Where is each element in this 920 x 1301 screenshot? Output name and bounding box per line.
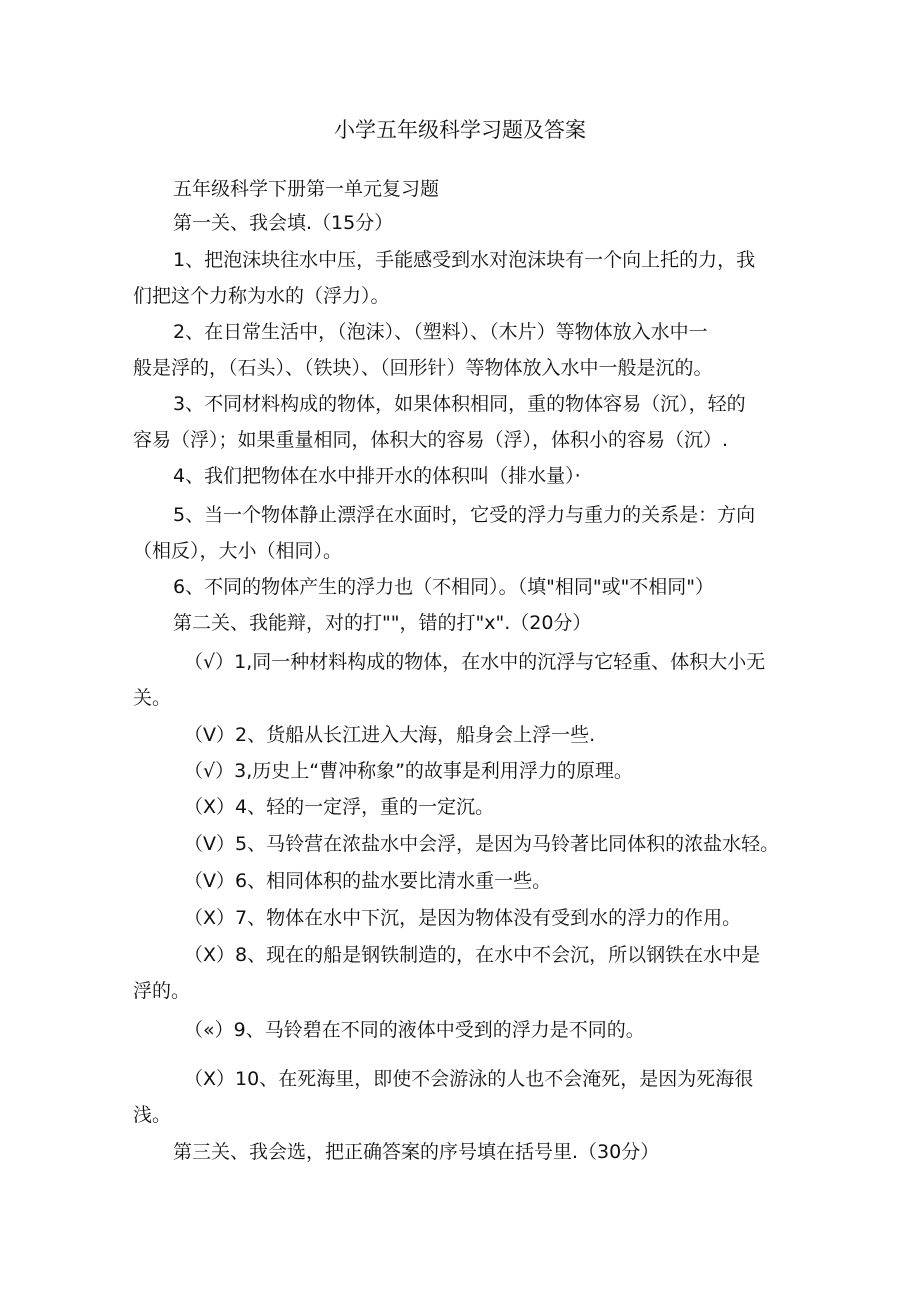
s2-q9: （«）9、马铃碧在不同的液体中受到的浮力是不同的。 bbox=[184, 1019, 645, 1041]
s2-q2: （V）2、货船从长江进入大海，船身会上浮一些. bbox=[184, 724, 596, 746]
s1-q5-line1: 5、当一个物体静止漂浮在水面时，它受的浮力与重力的关系是：方向 bbox=[173, 504, 756, 526]
section1-heading: 第一关、我会填.（15分） bbox=[173, 212, 394, 234]
s1-q2-line1: 2、在日常生活中，（泡沫）、（塑料）、（木片）等物体放入水中一 bbox=[173, 321, 708, 343]
s2-q7: （X）7、物体在水中下沉，是因为物体没有受到水的浮力的作用。 bbox=[184, 907, 742, 929]
s2-q6: （V）6、相同体积的盐水要比清水重一些。 bbox=[184, 870, 552, 892]
page-title: 小学五年级科学习题及答案 bbox=[334, 118, 586, 142]
s2-q8-line2: 浮的。 bbox=[133, 980, 191, 1002]
s2-q1-line1: （√）1,同一种材料构成的物体，在水中的沉浮与它轻重、体积大小无 bbox=[184, 651, 766, 673]
s1-q3-line2: 容易（浮）；如果重量相同，体积大的容易（浮），体积小的容易（沉）. bbox=[133, 429, 729, 451]
section3-heading: 第三关、我会选，把正确答案的序号填在括号里.（30分） bbox=[173, 1141, 660, 1163]
s1-q6: 6、不同的物体产生的浮力也（不相同）。（填"相同"或"不相同"） bbox=[173, 576, 715, 598]
s1-q5-line2: （相反），大小（相同）。 bbox=[133, 540, 343, 562]
s1-q2-line2: 般是浮的，（石头）、（铁块）、（回形针）等物体放入水中一般是沉的。 bbox=[133, 357, 713, 379]
section2-heading: 第二关、我能辩，对的打""，错的打"x".（20分） bbox=[173, 612, 592, 634]
s2-q4: （X）4、轻的一定浮，重的一定沉。 bbox=[184, 796, 495, 818]
s2-q3: （√）3,历史上“曹冲称象”的故事是利用浮力的原理。 bbox=[184, 760, 633, 782]
s2-q5: （V）5、马铃营在浓盐水中会浮，是因为马铃著比同体积的浓盐水轻。 bbox=[184, 833, 780, 855]
unit-title: 五年级科学下册第一单元复习题 bbox=[173, 178, 440, 200]
s1-q4: 4、我们把物体在水中排开水的体积叫（排水量）· bbox=[173, 465, 581, 487]
s2-q8-line1: （X）8、现在的船是钢铁制造的，在水中不会沉，所以钢铁在水中是 bbox=[184, 944, 761, 966]
s2-q1-line2: 关。 bbox=[133, 687, 172, 709]
s2-q10-line1: （X）10、在死海里，即使不会游泳的人也不会淹死，是因为死海很 bbox=[184, 1068, 754, 1090]
s1-q1-line1: 1、把泡沫块往水中压，手能感受到水对泡沫块有一个向上托的力，我 bbox=[173, 249, 756, 271]
s1-q3-line1: 3、不同材料构成的物体，如果体积相同，重的物体容易（沉），轻的 bbox=[173, 393, 746, 415]
s1-q1-line2: 们把这个力称为水的（浮力）。 bbox=[133, 285, 390, 307]
s2-q10-line2: 浅。 bbox=[133, 1104, 172, 1126]
